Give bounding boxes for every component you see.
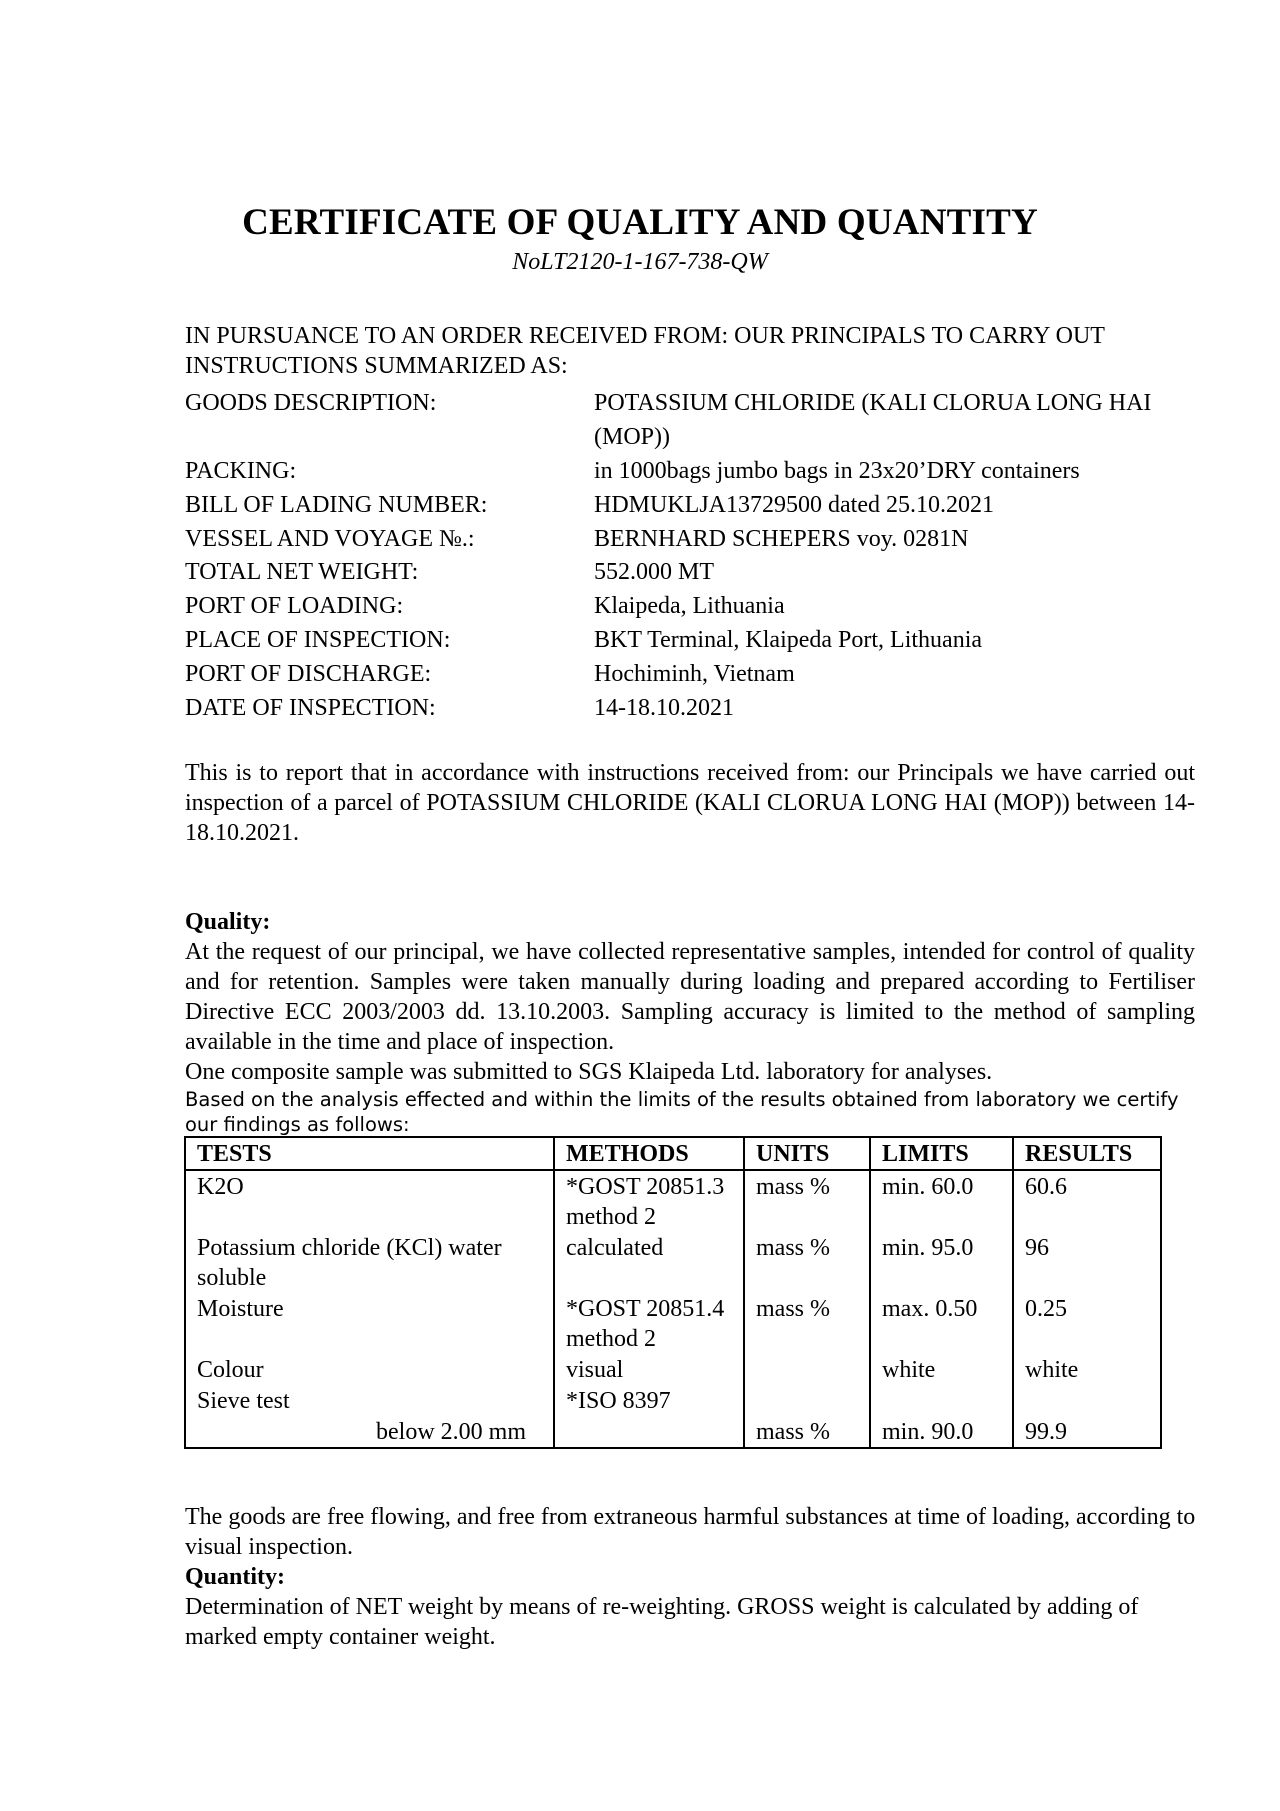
cell-result: 96 <box>1013 1232 1161 1293</box>
bill-of-lading-label: BILL OF LADING NUMBER: <box>185 492 488 518</box>
cell-limit <box>870 1385 1013 1416</box>
total-net-weight-value: 552.000 MT <box>594 559 714 585</box>
date-of-inspection-label: DATE OF INSPECTION: <box>185 695 436 721</box>
table-row <box>185 1293 1161 1354</box>
table-header-row <box>185 1137 1161 1170</box>
cell-method <box>554 1416 744 1448</box>
certificate-number: NoLT2120-1-167-738-QW <box>512 249 768 275</box>
header-limits: LIMITS <box>870 1137 1013 1170</box>
packing-value: in 1000bags jumbo bags in 23x20’DRY containers <box>594 458 1080 484</box>
free-flowing-note: The goods are free flowing, and free from extraneous harmful substances at time of loading, according to visual inspection. <box>185 1504 1196 1560</box>
quantity-paragraph: Determination of NET weight by means of re-weighting. GROSS weight is calculated by adding of marked empty container weight. <box>185 1594 1139 1650</box>
document-title: CERTIFICATE OF QUALITY AND QUANTITY <box>242 202 1038 243</box>
cell-result: white <box>1013 1354 1161 1385</box>
cell-unit: mass % <box>744 1416 870 1448</box>
results-table <box>184 1136 1162 1449</box>
place-of-inspection-value: BKT Terminal, Klaipeda Port, Lithuania <box>594 627 983 653</box>
cell-method: *ISO 8397 <box>554 1385 744 1416</box>
header-units: UNITS <box>744 1137 870 1170</box>
cell-unit <box>744 1354 870 1385</box>
cell-result <box>1013 1385 1161 1416</box>
quality-paragraph: At the request of our principal, we have collected representative samples, intended for control of quality and for retention. Samples were taken manually during loading and prepared according to Fertiliser Directive ECC 2003/2003 dd. 13.10.2003. Sampling accuracy is limited to the method of sampling available in the time and place of inspection. <box>185 939 1195 1055</box>
cell-test: Colour <box>185 1354 554 1385</box>
goods-description-value: POTASSIUM CHLORIDE (KALI CLORUA LONG HAI (MOP)) <box>594 390 1152 450</box>
total-net-weight-label: TOTAL NET WEIGHT: <box>185 559 419 585</box>
bill-of-lading-value: HDMUKLJA13729500 dated 25.10.2021 <box>594 492 994 518</box>
cell-test: Sieve test <box>185 1385 554 1416</box>
cell-unit <box>744 1385 870 1416</box>
port-of-discharge-value: Hochiminh, Vietnam <box>594 661 795 687</box>
quality-heading: Quality: <box>185 909 271 935</box>
cell-method: visual <box>554 1354 744 1385</box>
analysis-note: Based on the analysis effected and within the limits of the results obtained from laboratory we certify our findings as follows: <box>185 1088 1179 1136</box>
cell-unit: mass % <box>744 1293 870 1354</box>
cell-result: 99.9 <box>1013 1416 1161 1448</box>
cell-method: *GOST 20851.4 method 2 <box>554 1293 744 1354</box>
cell-limit: min. 95.0 <box>870 1232 1013 1293</box>
header-tests: TESTS <box>185 1137 554 1170</box>
table-row <box>185 1354 1161 1385</box>
vessel-voyage-value: BERNHARD SCHEPERS voy. 0281N <box>594 526 969 552</box>
header-methods: METHODS <box>554 1137 744 1170</box>
port-of-loading-label: PORT OF LOADING: <box>185 593 404 619</box>
cell-limit: white <box>870 1354 1013 1385</box>
port-of-loading-value: Klaipeda, Lithuania <box>594 593 785 619</box>
cell-limit: min. 90.0 <box>870 1416 1013 1448</box>
cell-unit: mass % <box>744 1232 870 1293</box>
place-of-inspection-label: PLACE OF INSPECTION: <box>185 627 451 653</box>
goods-description-label: GOODS DESCRIPTION: <box>185 390 437 416</box>
table-row <box>185 1170 1161 1232</box>
cell-unit: mass % <box>744 1170 870 1232</box>
cell-test: Potassium chloride (KCl) water soluble <box>185 1232 554 1293</box>
cell-method: *GOST 20851.3 method 2 <box>554 1170 744 1232</box>
cell-limit: min. 60.0 <box>870 1170 1013 1232</box>
cell-test: K2O <box>185 1170 554 1232</box>
table-row <box>185 1416 1161 1448</box>
composite-sample-text: One composite sample was submitted to SGS Klaipeda Ltd. laboratory for analyses. <box>185 1059 993 1085</box>
cell-limit: max. 0.50 <box>870 1293 1013 1354</box>
cell-test: Moisture <box>185 1293 554 1354</box>
quantity-heading: Quantity: <box>185 1564 286 1590</box>
intro-text: IN PURSUANCE TO AN ORDER RECEIVED FROM: OUR PRINCIPALS TO CARRY OUT INSTRUCTIONS SUMMARIZED AS: <box>185 323 1105 379</box>
port-of-discharge-label: PORT OF DISCHARGE: <box>185 661 432 687</box>
packing-label: PACKING: <box>185 458 297 484</box>
table-row <box>185 1385 1161 1416</box>
cell-result: 0.25 <box>1013 1293 1161 1354</box>
table-row <box>185 1232 1161 1293</box>
cell-method: calculated <box>554 1232 744 1293</box>
report-paragraph: This is to report that in accordance with instructions received from: our Principals we have carried out inspection of a parcel of POTASSIUM CHLORIDE (KALI CLORUA LONG HAI (MOP)) between 14-18.10.2021. <box>185 760 1195 846</box>
vessel-voyage-label: VESSEL AND VOYAGE №.: <box>185 526 475 552</box>
cell-result: 60.6 <box>1013 1170 1161 1232</box>
header-results: RESULTS <box>1013 1137 1161 1170</box>
cell-test: below 2.00 mm <box>185 1416 554 1448</box>
date-of-inspection-value: 14-18.10.2021 <box>594 695 734 721</box>
